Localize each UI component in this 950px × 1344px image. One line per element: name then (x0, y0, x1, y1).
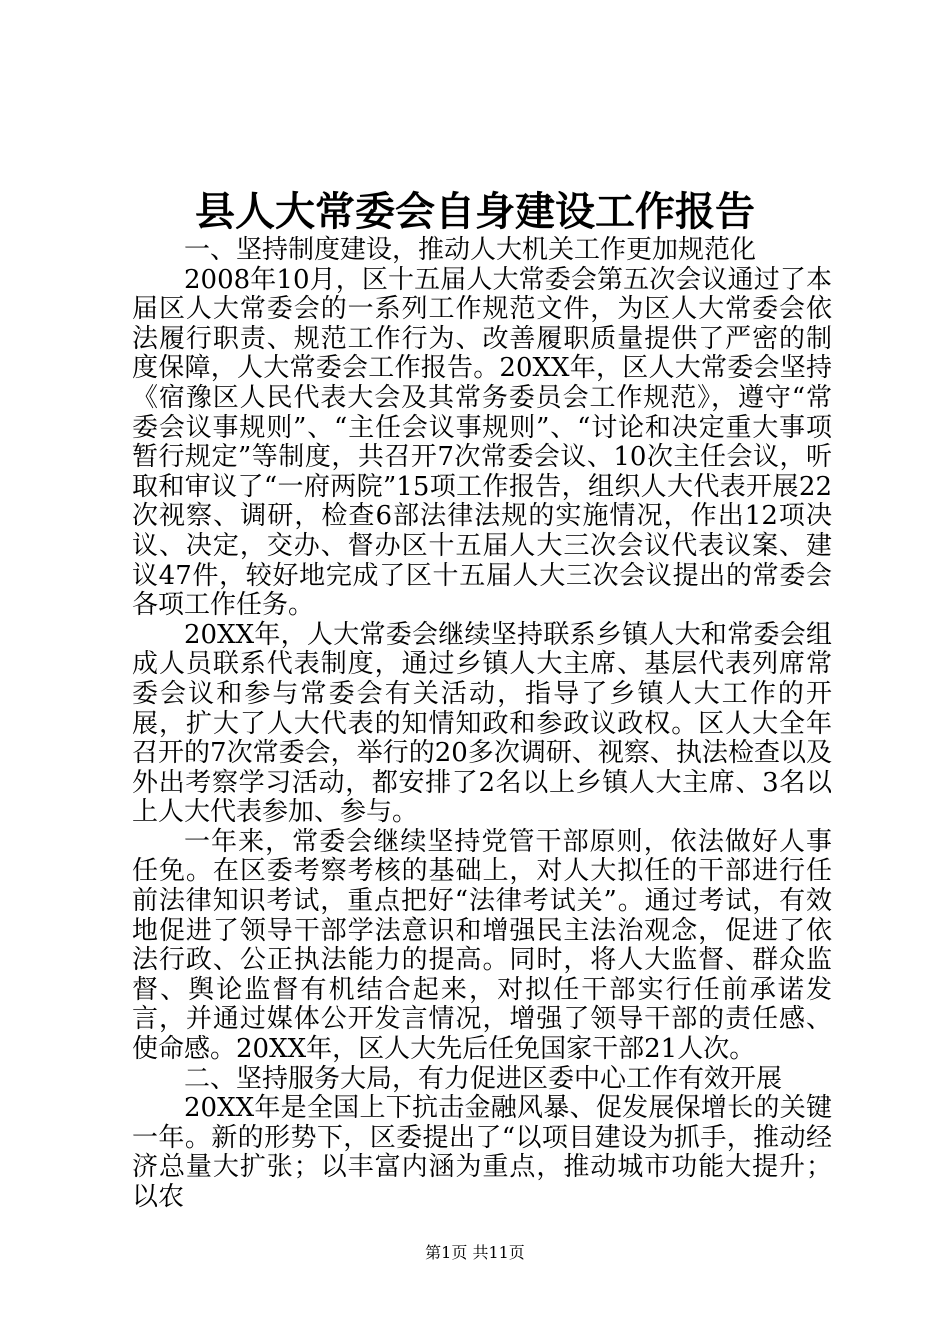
document-title: 县人大常委会自身建设工作报告 (195, 188, 755, 235)
paragraph: 20XX年是全国上下抗击金融风暴、促发展保增长的关键一年。新的形势下，区委提出了“以项目建设为抓手，推动经济总量大扩张；以丰富内涵为重点，推动城市功能大提升；以农 (132, 1093, 832, 1212)
paragraph: 20XX年，人大常委会继续坚持联系乡镇人大和常委会组成人员联系代表制度，通过乡镇人大主席、基层代表列席常委会议和参与常委会有关活动，指导了乡镇人大工作的开展，扩大了人大代表的知情知政和参政议政权。区人大全年召开的7次常委会，举行的20多次调研、视察、执法检查以及外出考察学习活动，都安排了2名以上乡镇人大主席、3名以上人大代表参加、参与。 (132, 619, 832, 828)
page-number-footer: 第1页 共11页 (425, 1243, 525, 1262)
section-heading-1: 一、坚持制度建设，推动人大机关工作更加规范化 (184, 235, 757, 265)
section-heading-2: 二、坚持服务大局，有力促进区委中心工作有效开展 (184, 1063, 783, 1094)
document-body (132, 236, 832, 1213)
paragraph: 2008年10月，区十五届人大常委会第五次会议通过了本届区人大常委会的一系列工作规范文件，为区人大常委会依法履行职责、规范工作行为、改善履职质量提供了严密的制度保障，人大常委会工作报告。20XX年，区人大常委会坚持《宿豫区人民代表大会及其常务委员会工作规范》，遵守“常委会议事规则”、“主任会议事规则”、“讨论和决定重大事项暂行规定”等制度，共召开7次常委会议、10次主任会议，听取和审议了“一府两院”15项工作报告，组织人大代表开展22次视察、调研，检查6部法律法规的实施情况，作出12项决议、决定，交办、督办区十五届人大三次会议代表议案、建议47件，较好地完成了区十五届人大三次会议提出的常委会各项工作任务。 (132, 264, 832, 621)
paragraph: 一年来，常委会继续坚持党管干部原则，依法做好人事任免。在区委考察考核的基础上，对人大拟任的干部进行任前法律知识考试，重点把好“法律考试关”。通过考试，有效地促进了领导干部学法意识和增强民主法治观念，促进了依法行政、公正执法能力的提高。同时，将人大监督、群众监督、舆论监督有机结合起来，对拟任干部实行任前承诺发言，并通过媒体公开发言情况，增强了领导干部的责任感、使命感。20XX年，区人大先后任免国家干部21人次。 (132, 826, 832, 1065)
